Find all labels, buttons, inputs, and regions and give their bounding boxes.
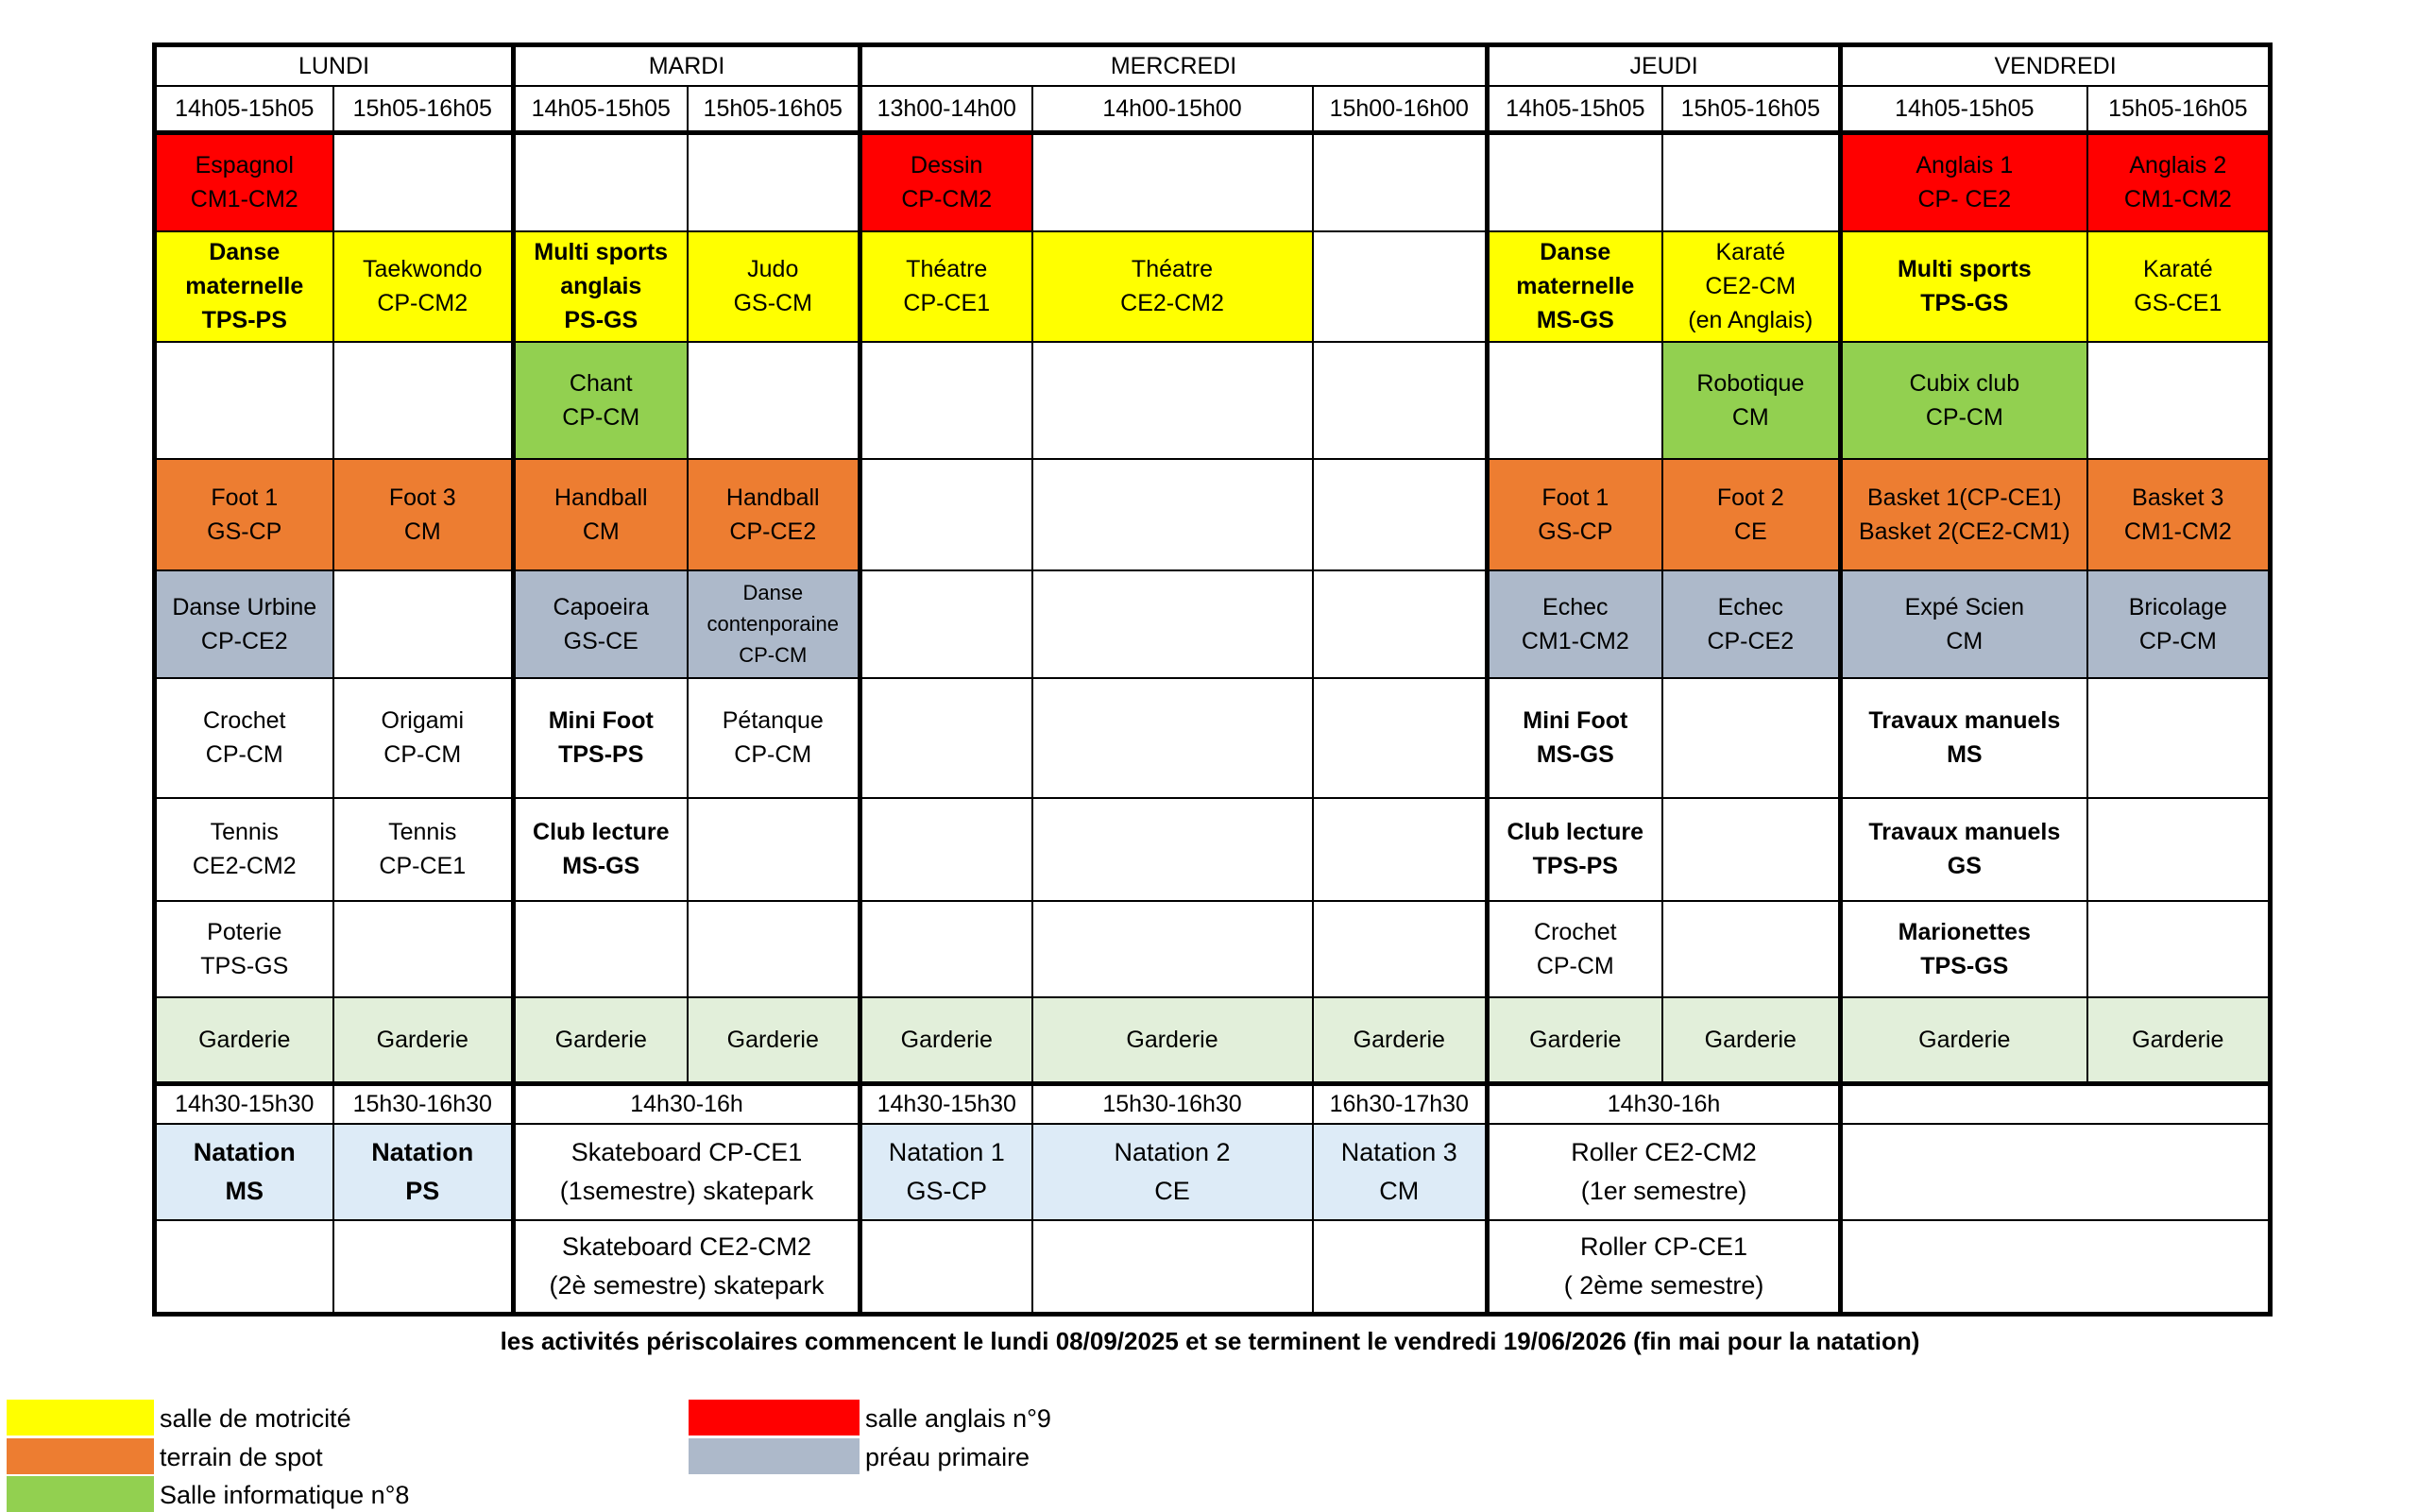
activity-cell: Multi sports TPS-GS	[1841, 231, 2087, 342]
time-slot: 15h05-16h05	[2087, 86, 2271, 133]
activity-cell	[1313, 798, 1488, 901]
legend-swatch	[7, 1438, 154, 1474]
roller-cell: Roller CP-CE1 ( 2ème semestre)	[1488, 1220, 1841, 1315]
legend-swatch	[7, 1476, 154, 1512]
natation-cell: Natation 3 CM	[1313, 1124, 1488, 1220]
legend-swatch	[7, 1400, 154, 1436]
activity-cell	[860, 570, 1032, 678]
activity-cell: Handball CP-CE2	[688, 459, 860, 570]
activity-cell: Crochet CP-CM	[155, 678, 333, 798]
activity-cell	[2087, 342, 2271, 459]
legend-label: terrain de spot	[160, 1443, 323, 1471]
activity-cell	[333, 133, 514, 231]
activity-cell: Chant CP-CM	[514, 342, 688, 459]
time-slot: 14h05-15h05	[155, 86, 333, 133]
time-slot: 14h30-16h	[514, 1084, 860, 1124]
activity-cell	[1032, 678, 1313, 798]
legend-item-salle-anglais	[689, 1400, 1180, 1436]
time-slot: 16h30-17h30	[1313, 1084, 1488, 1124]
activity-cell: Théatre CE2-CM2	[1032, 231, 1313, 342]
activity-cell: Bricolage CP-CM	[2087, 570, 2271, 678]
legend-item-salle-motricite	[7, 1400, 498, 1436]
activity-cell	[2087, 678, 2271, 798]
garderie-cell: Garderie	[1488, 997, 1662, 1084]
activity-cell	[1488, 342, 1662, 459]
empty-cell	[1841, 1220, 2271, 1315]
activity-cell: Danse maternelle TPS-PS	[155, 231, 333, 342]
activity-cell: Club lecture MS-GS	[514, 798, 688, 901]
time-slot: 15h30-16h30	[1032, 1084, 1313, 1124]
activity-cell: Echec CM1-CM2	[1488, 570, 1662, 678]
activity-cell	[333, 901, 514, 997]
activity-cell: Basket 3 CM1-CM2	[2087, 459, 2271, 570]
legend-swatch	[689, 1400, 860, 1436]
activity-cell: Expé Scien CM	[1841, 570, 2087, 678]
day-header-mardi: MARDI	[514, 45, 860, 86]
garderie-cell: Garderie	[1313, 997, 1488, 1084]
activity-cell	[2087, 901, 2271, 997]
time-slot: 14h05-15h05	[514, 86, 688, 133]
activity-cell: Tennis CE2-CM2	[155, 798, 333, 901]
activity-cell	[514, 901, 688, 997]
empty-cell	[860, 1220, 1032, 1315]
activity-cell	[860, 459, 1032, 570]
skateboard-cell: Skateboard CP-CE1 (1semestre) skatepark	[514, 1124, 860, 1220]
empty-cell	[155, 1220, 333, 1315]
natation-cell: Natation 2 CE	[1032, 1124, 1313, 1220]
activity-cell: Dessin CP-CM2	[860, 133, 1032, 231]
legend-item-terrain-spot	[7, 1438, 498, 1474]
activity-cell: Crochet CP-CM	[1488, 901, 1662, 997]
activity-cell	[1313, 231, 1488, 342]
activity-cell	[1488, 133, 1662, 231]
activity-cell	[1662, 133, 1841, 231]
activity-cell	[860, 342, 1032, 459]
activity-cell: Travaux manuels GS	[1841, 798, 2087, 901]
day-header-vendredi: VENDREDI	[1841, 45, 2271, 86]
activity-cell: Tennis CP-CE1	[333, 798, 514, 901]
activity-cell: Danse Urbine CP-CE2	[155, 570, 333, 678]
day-header-jeudi: JEUDI	[1488, 45, 1841, 86]
activity-cell	[1032, 901, 1313, 997]
activity-cell: Basket 1(CP-CE1) Basket 2(CE2-CM1)	[1841, 459, 2087, 570]
legend-label: salle de motricité	[160, 1404, 351, 1433]
time-slot: 14h00-15h00	[1032, 86, 1313, 133]
activity-cell	[155, 342, 333, 459]
activity-cell	[1032, 459, 1313, 570]
activity-cell	[333, 342, 514, 459]
activity-cell	[1313, 678, 1488, 798]
activity-cell: Espagnol CM1-CM2	[155, 133, 333, 231]
activity-cell: Foot 2 CE	[1662, 459, 1841, 570]
activity-cell: Danse maternelle MS-GS	[1488, 231, 1662, 342]
activity-cell	[688, 133, 860, 231]
garderie-cell: Garderie	[2087, 997, 2271, 1084]
empty-cell	[333, 1220, 514, 1315]
legend-label: salle anglais n°9	[865, 1404, 1051, 1433]
time-slot: 15h05-16h05	[1662, 86, 1841, 133]
activity-cell	[1662, 901, 1841, 997]
activity-cell: Mini Foot MS-GS	[1488, 678, 1662, 798]
time-slot: 14h30-16h	[1488, 1084, 1841, 1124]
time-slot: 15h00-16h00	[1313, 86, 1488, 133]
garderie-cell: Garderie	[514, 997, 688, 1084]
skateboard-cell: Skateboard CE2-CM2 (2è semestre) skatepark	[514, 1220, 860, 1315]
activity-cell: Handball CM	[514, 459, 688, 570]
activity-cell: Taekwondo CP-CM2	[333, 231, 514, 342]
activity-cell	[1662, 678, 1841, 798]
activity-cell	[860, 798, 1032, 901]
activity-cell: Capoeira GS-CE	[514, 570, 688, 678]
activity-cell	[333, 570, 514, 678]
activity-cell: Foot 1 GS-CP	[155, 459, 333, 570]
activity-cell: Anglais 2 CM1-CM2	[2087, 133, 2271, 231]
activity-cell: Judo GS-CM	[688, 231, 860, 342]
activity-cell: Cubix club CP-CM	[1841, 342, 2087, 459]
schedule-footnote: les activités périscolaires commencent le lundi 08/09/2025 et se terminent le vendredi 19/06/2026 (fin mai pour la natation)	[500, 1327, 1920, 1355]
activity-cell: Club lecture TPS-PS	[1488, 798, 1662, 901]
legend-label: Salle informatique n°8	[160, 1481, 410, 1509]
activity-cell	[2087, 798, 2271, 901]
activity-cell: Danse contenporaine CP-CM	[688, 570, 860, 678]
activity-cell: Marionettes TPS-GS	[1841, 901, 2087, 997]
garderie-cell: Garderie	[155, 997, 333, 1084]
natation-cell: Natation 1 GS-CP	[860, 1124, 1032, 1220]
legend-item-salle-informatique	[7, 1476, 498, 1512]
activity-cell	[860, 901, 1032, 997]
activity-cell	[514, 133, 688, 231]
activity-cell: Karaté CE2-CM (en Anglais)	[1662, 231, 1841, 342]
time-slot: 15h05-16h05	[688, 86, 860, 133]
activity-cell: Multi sports anglais PS-GS	[514, 231, 688, 342]
garderie-cell: Garderie	[1032, 997, 1313, 1084]
activity-cell	[1313, 901, 1488, 997]
activity-cell	[688, 901, 860, 997]
time-slot: 14h30-15h30	[155, 1084, 333, 1124]
natation-cell: Natation PS	[333, 1124, 514, 1220]
time-slot: 13h00-14h00	[860, 86, 1032, 133]
activity-cell	[688, 798, 860, 901]
activity-cell: Robotique CM	[1662, 342, 1841, 459]
activity-cell	[1662, 798, 1841, 901]
activity-cell	[1032, 133, 1313, 231]
time-slot: 14h05-15h05	[1841, 86, 2087, 133]
time-slot: 15h05-16h05	[333, 86, 514, 133]
day-header-mercredi: MERCREDI	[860, 45, 1488, 86]
activity-cell: Echec CP-CE2	[1662, 570, 1841, 678]
activity-cell: Karaté GS-CE1	[2087, 231, 2271, 342]
activity-cell	[1313, 342, 1488, 459]
activity-cell	[1313, 133, 1488, 231]
activity-cell: Poterie TPS-GS	[155, 901, 333, 997]
activity-cell	[1032, 342, 1313, 459]
activity-cell: Anglais 1 CP- CE2	[1841, 133, 2087, 231]
garderie-cell: Garderie	[1662, 997, 1841, 1084]
activity-cell: Foot 1 GS-CP	[1488, 459, 1662, 570]
time-slot: 14h30-15h30	[860, 1084, 1032, 1124]
legend-swatch	[689, 1438, 860, 1474]
activity-cell	[1032, 798, 1313, 901]
activities-schedule-table	[152, 42, 2273, 1317]
garderie-cell: Garderie	[688, 997, 860, 1084]
natation-cell: Natation MS	[155, 1124, 333, 1220]
activity-cell: Théatre CP-CE1	[860, 231, 1032, 342]
day-header-lundi: LUNDI	[155, 45, 514, 86]
time-slot	[1841, 1084, 2271, 1124]
empty-cell	[1032, 1220, 1313, 1315]
time-slot: 15h30-16h30	[333, 1084, 514, 1124]
activity-cell	[1032, 570, 1313, 678]
activity-cell	[860, 678, 1032, 798]
activity-cell	[1313, 570, 1488, 678]
legend-item-preau-primaire	[689, 1438, 1180, 1474]
garderie-cell: Garderie	[860, 997, 1032, 1084]
roller-cell: Roller CE2-CM2 (1er semestre)	[1488, 1124, 1841, 1220]
legend-label: préau primaire	[865, 1443, 1030, 1471]
activity-cell	[1313, 459, 1488, 570]
garderie-cell: Garderie	[1841, 997, 2087, 1084]
activity-cell: Mini Foot TPS-PS	[514, 678, 688, 798]
activity-cell	[688, 342, 860, 459]
garderie-cell: Garderie	[333, 997, 514, 1084]
empty-cell	[1841, 1124, 2271, 1220]
empty-cell	[1313, 1220, 1488, 1315]
activity-cell: Foot 3 CM	[333, 459, 514, 570]
activity-cell: Travaux manuels MS	[1841, 678, 2087, 798]
activity-cell: Pétanque CP-CM	[688, 678, 860, 798]
time-slot: 14h05-15h05	[1488, 86, 1662, 133]
activity-cell: Origami CP-CM	[333, 678, 514, 798]
